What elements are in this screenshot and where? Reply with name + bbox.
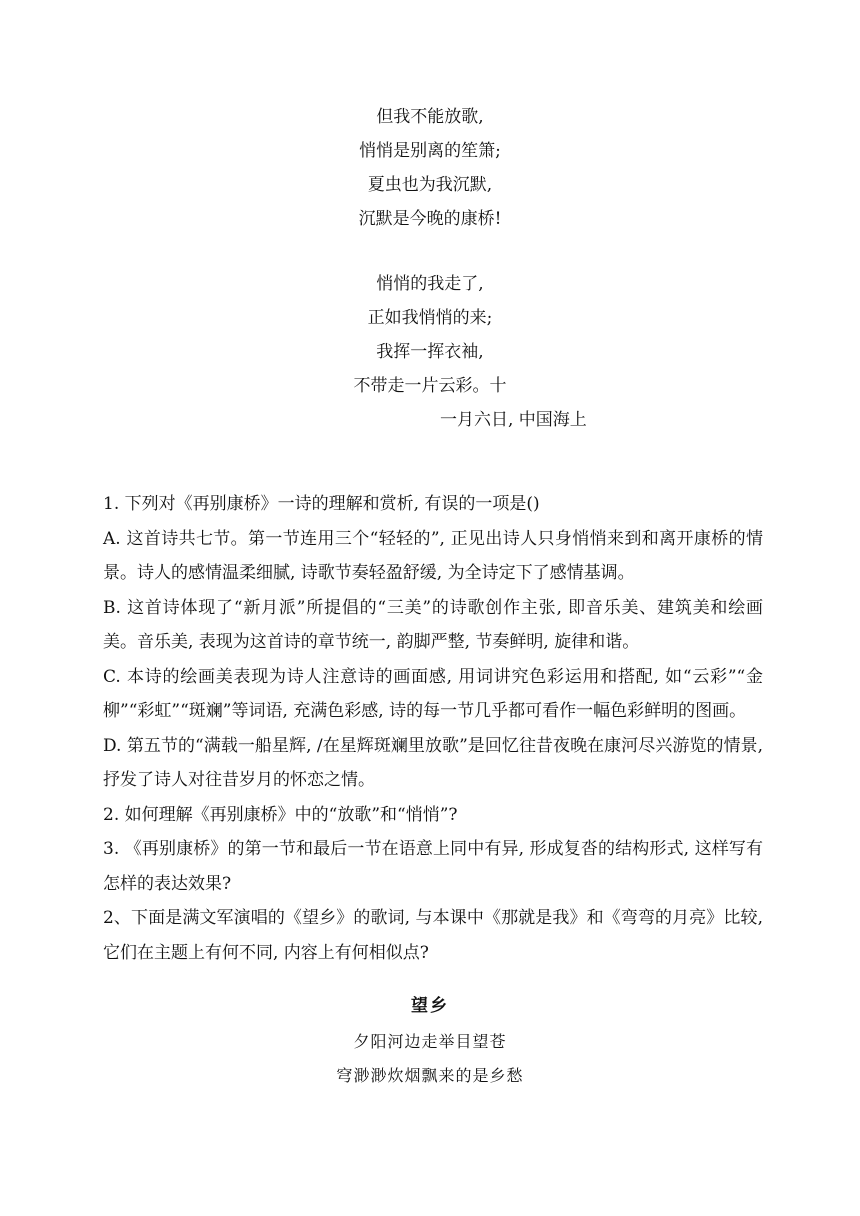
- poem-line: 夏虫也为我沉默,: [367, 175, 493, 195]
- question-2b: 2、下面是满文军演唱的《望乡》的歌词, 与本课中《那就是我》和《弯弯的月亮》比较, 它们在主题上有何不同, 内容上有何相似点?: [103, 908, 763, 963]
- option-c: C. 本诗的绘画美表现为诗人注意诗的画面感, 用词讲究色彩运用和搭配, 如“云彩”“金柳”“彩虹”“斑斓”等词语, 充满色彩感, 诗的每一节几乎都可看作一幅色彩鲜明的图画。: [103, 666, 763, 721]
- option-b: B. 这首诗体现了“新月派”所提倡的“三美”的诗歌创作主张, 即音乐美、建筑美和绘画美。音乐美, 表现为这首诗的章节统一, 韵脚严整, 节奏鲜明, 旋律和谐。: [103, 597, 763, 652]
- poem-line: 悄悄是别离的笙箫;: [359, 141, 501, 161]
- poem-line: 不带走一片云彩。十: [353, 376, 507, 396]
- option-a: A. 这首诗共七节。第一节连用三个“轻轻的”, 正见出诗人只身悄悄来到和离开康桥的情景。诗人的感情温柔细腻, 诗歌节奏轻盈舒缓, 为全诗定下了感情基调。: [103, 528, 763, 583]
- song-line: 夕阳河边走举目望苍: [353, 1032, 507, 1051]
- song-title: 望乡: [411, 996, 449, 1016]
- option-d: D. 第五节的“满载一船星辉, /在星辉斑斓里放歌”是回忆往昔夜晚在康河尽兴游览的情景, 抒发了诗人对往昔岁月的怀恋之情。: [103, 735, 763, 790]
- song-line: 穹渺渺炊烟飘来的是乡愁: [336, 1066, 524, 1085]
- poem-line: 我挥一挥衣袖,: [376, 342, 484, 362]
- poem-line: 悄悄的我走了,: [376, 274, 484, 294]
- question-2: 2. 如何理解《再别康桥》中的“放歌”和“悄悄”?: [103, 804, 458, 825]
- poem-line: 但我不能放歌,: [376, 107, 484, 127]
- poem-date-line: 一月六日, 中国海上: [440, 410, 587, 430]
- question-1: 1. 下列对《再别康桥》一诗的理解和赏析, 有误的一项是(): [103, 494, 540, 514]
- question-3: 3. 《再别康桥》的第一节和最后一节在语意上同中有异, 形成复沓的结构形式, 这样写有怎样的表达效果?: [103, 839, 763, 894]
- poem-line: 沉默是今晚的康桥!: [358, 209, 502, 229]
- poem-line: 正如我悄悄的来;: [367, 308, 493, 328]
- questions-section: [103, 487, 763, 970]
